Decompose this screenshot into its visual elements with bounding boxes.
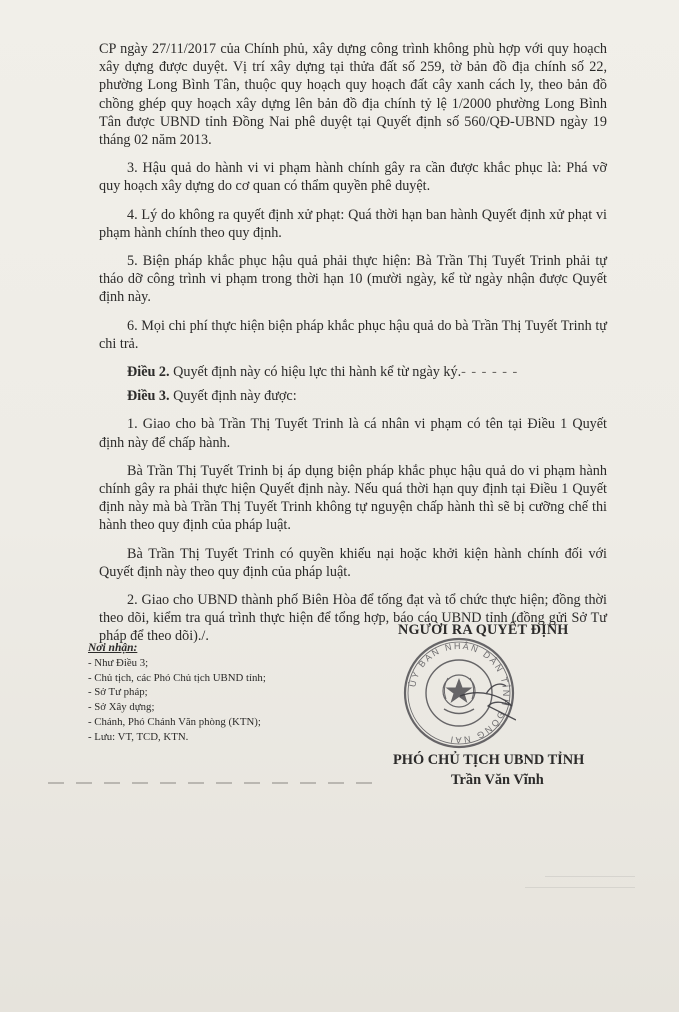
paragraph-remedy: 5. Biện pháp khắc phục hậu quả phải thực hiện: Bà Trần Thị Tuyết Trinh phải tự tháo dỡ công trình vi phạm trong thời hạn 10 (mười ngày, kể từ ngày nhận được Quyết định này. bbox=[99, 253, 607, 306]
article-2-text: Quyết định này có hiệu lực thi hành kể từ ngày ký. bbox=[169, 364, 462, 381]
recipient-item: - Sở Xây dựng; bbox=[88, 701, 155, 714]
paragraph-costs: 6. Mọi chi phí thực hiện biện pháp khắc phục hậu quả do bà Trần Thị Tuyết Trinh tự chi trả. bbox=[99, 317, 607, 352]
recipients-heading: Nơi nhận: bbox=[88, 642, 138, 654]
recipient-item: - Lưu: VT, TCD, KTN. bbox=[88, 730, 189, 743]
signer-title-bottom: PHÓ CHỦ TỊCH UBND TỈNH bbox=[393, 752, 585, 768]
paragraph-assign-violator: 1. Giao cho bà Trần Thị Tuyết Trinh là cá nhân vi phạm có tên tại Điều 1 Quyết định này để chấp hành. bbox=[99, 416, 607, 451]
recipient-item: - Sở Tư pháp; bbox=[88, 686, 148, 699]
official-seal bbox=[402, 636, 516, 750]
recipient-item: - Chủ tịch, các Phó Chủ tịch UBND tỉnh; bbox=[88, 671, 266, 684]
article-3-text: Quyết định này được: bbox=[169, 388, 297, 405]
paragraph-complaint-right: Bà Trần Thị Tuyết Trinh có quyền khiếu nại hoặc khởi kiện hành chính đối với Quyết định này theo quy định của pháp luật. bbox=[99, 545, 607, 580]
dash-divider bbox=[48, 781, 378, 785]
paragraph-consequence: 3. Hậu quả do hành vi vi phạm hành chính gây ra cần được khắc phục là: Phá vỡ quy hoạch xây dựng do cơ quan có thẩm quyền phê duyệt. bbox=[99, 160, 607, 195]
paragraph-assign-city: 2. Giao cho UBND thành phố Biên Hòa để tống đạt và tổ chức thực hiện; đồng thời theo dõi, kiểm tra quá trình thực hiện để tổng hợp, báo cáo UBND tỉnh (đồng gửi Sở Tư pháp để theo dõi)./. bbox=[99, 592, 607, 645]
signer-name: Trần Văn Vĩnh bbox=[451, 772, 544, 788]
recipient-item: - Chánh, Phó Chánh Văn phòng (KTN); bbox=[88, 715, 261, 728]
article-3-label: Điều 3. bbox=[127, 388, 170, 405]
article-2-label: Điều 2. bbox=[127, 364, 170, 381]
svg-text:ỦY BAN NHÂN DÂN TỈNH ĐỒNG NAI: ỦY BAN NHÂN DÂN TỈNH ĐỒNG NAI bbox=[407, 640, 512, 746]
article-3 bbox=[99, 387, 607, 405]
bleed-through-text bbox=[515, 868, 635, 908]
recipient-item: - Như Điều 3; bbox=[88, 656, 149, 669]
paragraph-reason: 4. Lý do không ra quyết định xử phạt: Quá thời hạn ban hành Quyết định xử phạt vi phạm hành chính theo quy định. bbox=[99, 206, 607, 241]
signer-title-top: NGƯỜI RA QUYẾT ĐỊNH bbox=[398, 622, 569, 638]
paragraph-violation-detail: CP ngày 27/11/2017 của Chính phủ, xây dựng công trình không phù hợp với quy hoạch xây dựng được duyệt. Vị trí xây dựng tại thửa đất số 259, tờ bản đồ địa chính số 22, phường Long Bình Tân, thuộc quy hoạch quy hoạch đất cây xanh cách ly, theo bản đồ chồng ghép quy hoạch xây dựng lên bản đồ địa chính tỷ lệ 1/2000 phường Long Bình Tân được UBND tỉnh Đồng Nai phê duyệt tại Quyết định số 560/QĐ-UBND ngày 19 tháng 02 năm 2013. bbox=[99, 41, 607, 149]
article-2-cut-line: - - - - - - bbox=[461, 364, 519, 381]
paragraph-enforcement: Bà Trần Thị Tuyết Trinh bị áp dụng biện pháp khắc phục hậu quả do vi phạm hành chính gây ra phải thực hiện Quyết định này. Nếu quá thời hạn quy định tại Điều 1 Quyết định này mà bà Trần Thị Tuyết Trinh không tự nguyện chấp hành thì sẽ bị cưỡng chế thi hành theo quy định của pháp luật. bbox=[99, 462, 607, 534]
recipients-block bbox=[88, 641, 348, 745]
article-2 bbox=[99, 363, 607, 381]
decision-body bbox=[99, 40, 607, 656]
